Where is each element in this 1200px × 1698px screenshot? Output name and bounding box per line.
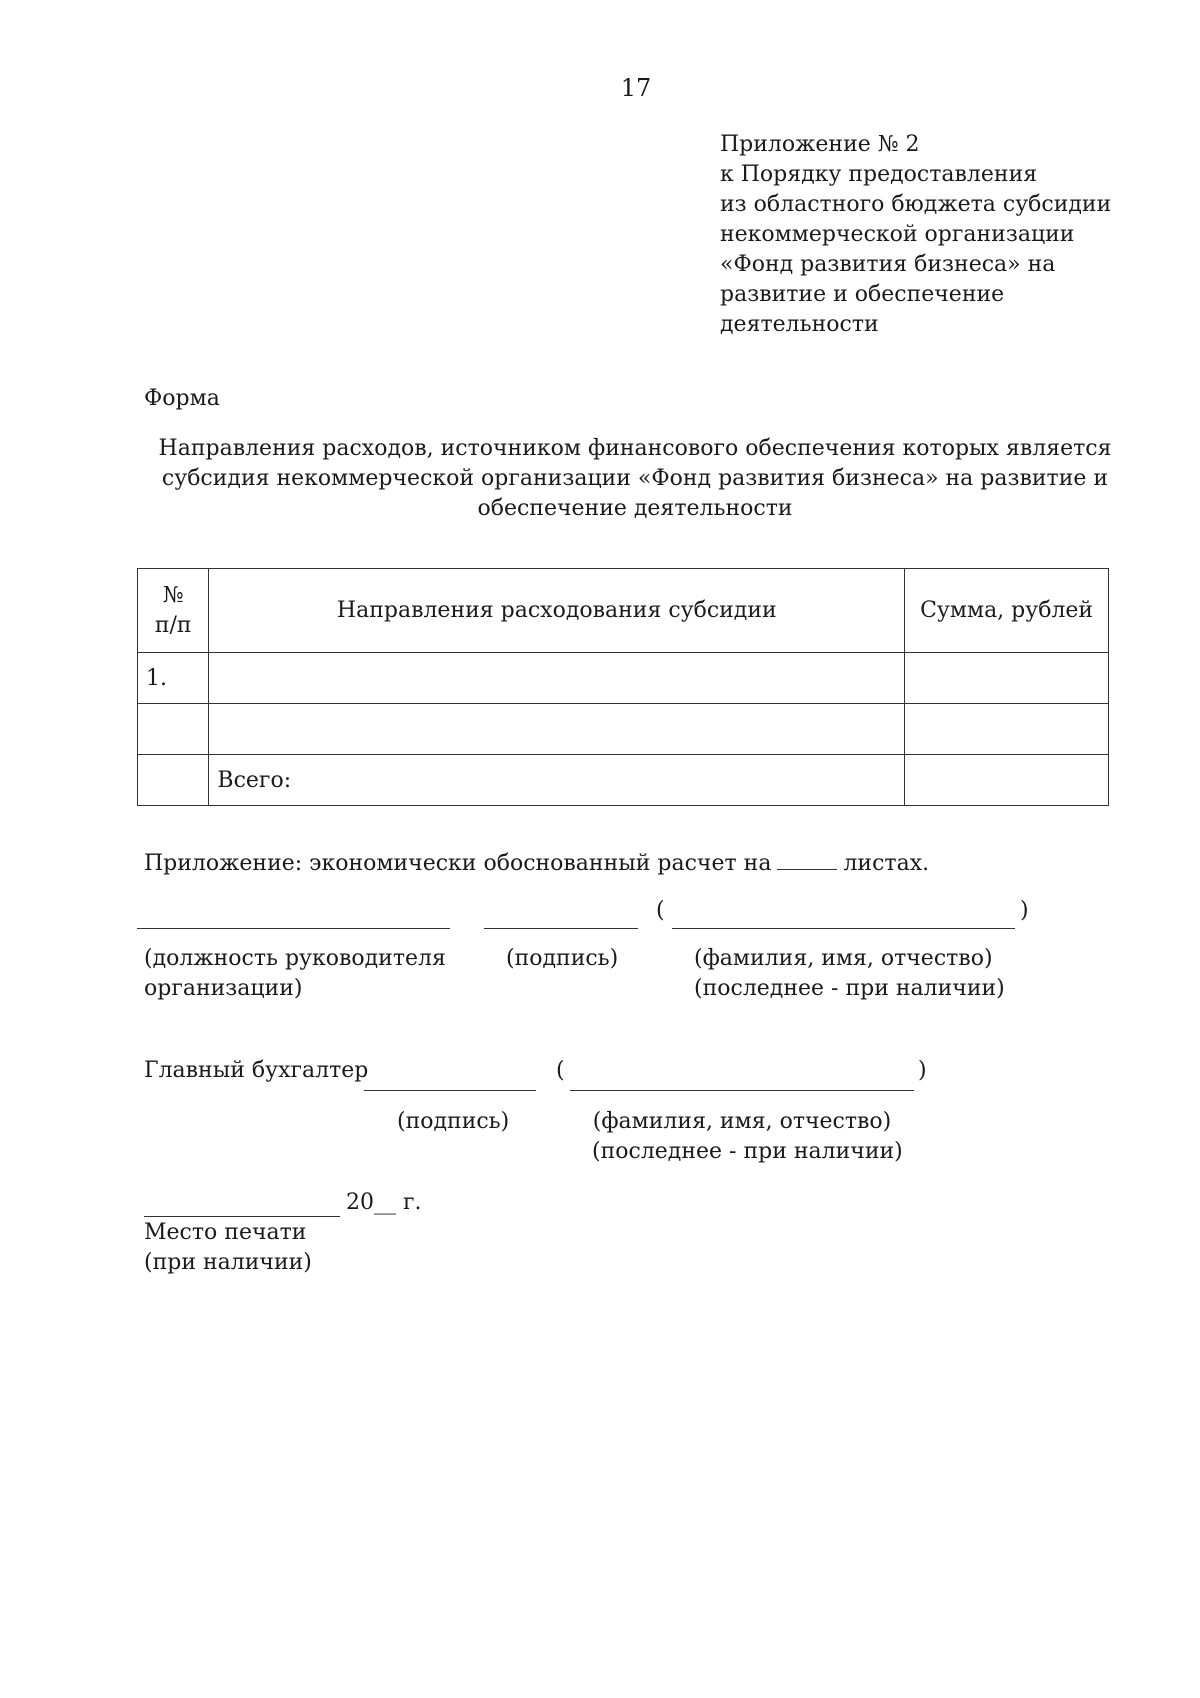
caption-line: (фамилия, имя, отчество) xyxy=(694,946,993,971)
caption-line: организации) xyxy=(144,976,303,1001)
cell-total-sum[interactable] xyxy=(905,755,1109,806)
header-number-sign: № xyxy=(162,582,184,608)
title-line: Направления расходов, источником финансового обеспечения которых является xyxy=(158,436,1112,461)
attachment-suffix: листах. xyxy=(843,851,930,876)
cell-number[interactable] xyxy=(138,755,209,806)
chief-accountant-label: Главный бухгалтер xyxy=(144,1058,369,1083)
table-row xyxy=(138,653,1109,704)
caption-line: (фамилия, имя, отчество) xyxy=(592,1109,892,1134)
attachment-prefix: Приложение: экономически обоснованный расчет на xyxy=(144,851,772,876)
stamp-note: (при наличии) xyxy=(144,1250,312,1275)
caption-line: (последнее - при наличии) xyxy=(694,976,1005,1001)
appendix-line: «Фонд развития бизнеса» на xyxy=(720,252,1056,277)
cell-number[interactable] xyxy=(138,704,209,755)
cell-direction[interactable] xyxy=(209,704,905,755)
signature-blank[interactable] xyxy=(484,928,638,929)
page-number: 17 xyxy=(620,74,652,102)
accountant-signature-caption xyxy=(397,1107,509,1137)
title-line: субсидия некоммерческой организации «Фонд развития бизнеса» на развитие и xyxy=(161,466,1109,491)
caption-line: (должность руководителя xyxy=(144,946,446,971)
document-title xyxy=(135,434,1135,524)
open-paren: ( xyxy=(656,898,665,923)
header-number xyxy=(138,569,209,653)
position-blank[interactable] xyxy=(137,928,450,929)
signature-caption xyxy=(506,944,618,974)
close-paren: ) xyxy=(918,1058,927,1083)
caption-line: (подпись) xyxy=(397,1109,510,1134)
table-row xyxy=(138,704,1109,755)
name-blank[interactable] xyxy=(672,928,1015,929)
expense-table xyxy=(137,568,1109,806)
close-paren: ) xyxy=(1020,898,1029,923)
appendix-line: Приложение № 2 xyxy=(720,132,920,157)
date-blank[interactable] xyxy=(144,1216,340,1217)
sheet-count-blank[interactable] xyxy=(777,851,837,870)
stamp-label: Место печати xyxy=(144,1220,307,1245)
position-caption xyxy=(144,944,446,1004)
appendix-line: к Порядку предоставления xyxy=(720,162,1038,187)
header-direction: Направления расходования субсидии xyxy=(209,569,905,653)
year-text: 20__ г. xyxy=(346,1190,422,1215)
appendix-line: из областного бюджета субсидии xyxy=(720,192,1112,217)
form-label: Форма xyxy=(144,386,220,411)
name-caption xyxy=(694,944,1005,1004)
cell-sum[interactable] xyxy=(905,653,1109,704)
accountant-signature-blank[interactable] xyxy=(364,1090,536,1091)
table-total-row xyxy=(138,755,1109,806)
appendix-reference xyxy=(720,130,1111,340)
appendix-line: некоммерческой организации xyxy=(720,222,1075,247)
accountant-name-caption xyxy=(592,1107,903,1167)
caption-line: (подпись) xyxy=(506,946,619,971)
cell-sum[interactable] xyxy=(905,704,1109,755)
accountant-name-blank[interactable] xyxy=(570,1090,914,1091)
appendix-line: деятельности xyxy=(720,312,879,337)
caption-line: (последнее - при наличии) xyxy=(592,1139,903,1164)
header-number-abbr: п/п xyxy=(154,612,192,638)
table-header-row xyxy=(138,569,1109,653)
open-paren: ( xyxy=(556,1058,565,1083)
header-sum: Сумма, рублей xyxy=(905,569,1109,653)
cell-direction[interactable] xyxy=(209,653,905,704)
title-line: обеспечение деятельности xyxy=(477,496,793,521)
attachment-line xyxy=(144,851,929,876)
cell-number[interactable]: 1. xyxy=(138,653,209,704)
appendix-line: развитие и обеспечение xyxy=(720,282,1005,307)
cell-total-label: Всего: xyxy=(209,755,905,806)
